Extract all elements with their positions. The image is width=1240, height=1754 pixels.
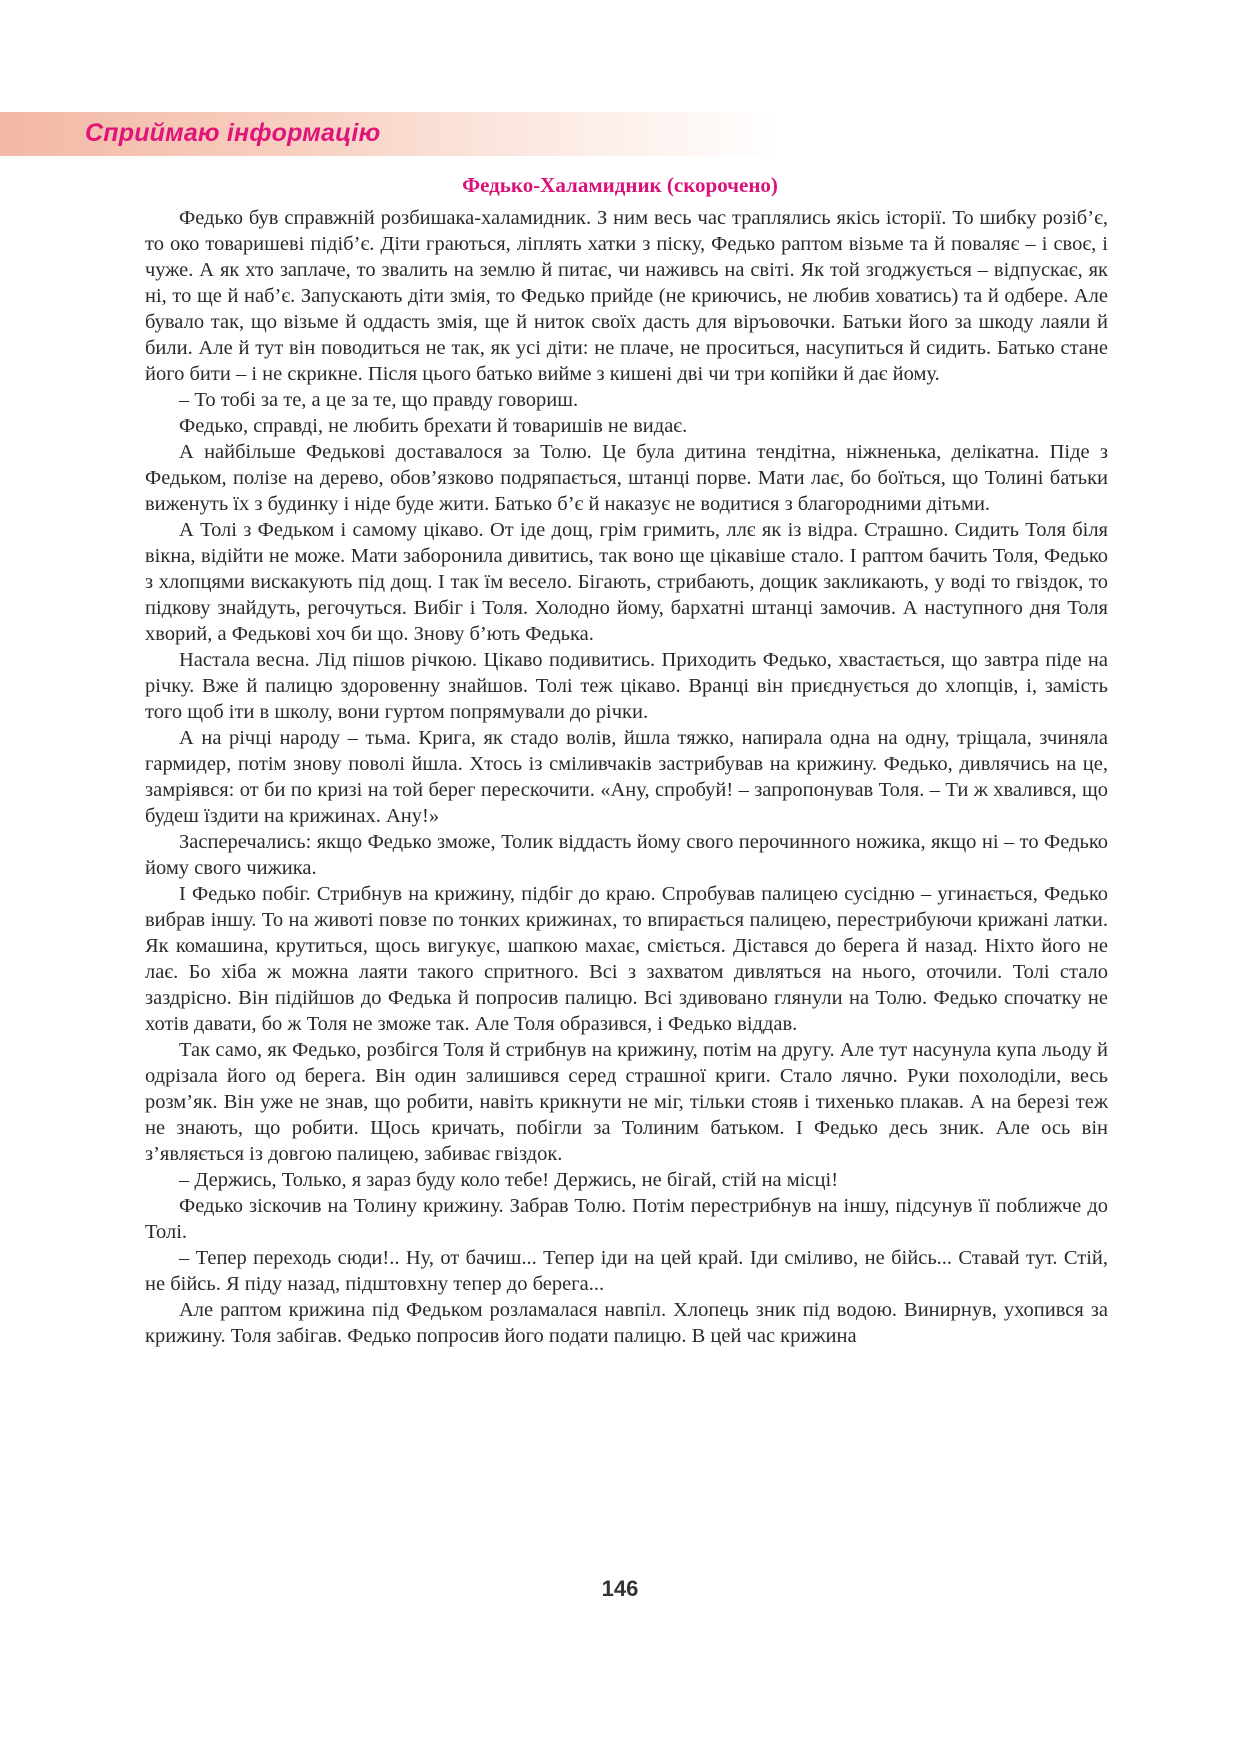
paragraph: І Федько побіг. Стрибнув на крижину, підбіг до краю. Спробував палицею сусідню – угинається, Федько вибрав іншу. То на животі повзе по тонких крижинах, то впирається палицею, перестрибуючи крижані латки. Як комашина, крутиться, щось вигукує, шапкою махає, сміється. Дістався до берега й назад. Ніхто його не лає. Бо хіба ж можна лаяти такого спритного. Всі з захватом дивляться на нього, оточили. Толі стало заздрісно. Він підійшов до Федька й попросив палицю. Всі здивовано глянули на Толю. Федько спочатку не хотів давати, бо ж Толя не зможе так. Але Толя образився, і Федько віддав. bbox=[145, 883, 1108, 1035]
paragraph: А Толі з Федьком і самому цікаво. От іде дощ, грім гримить, ллє як із відра. Страшно. Сидить Толя біля вікна, відійти не може. Мати заборонила дивитись, так воно ще цікавіше стало. І раптом бачить Толя, Федько з хлопцями вискакують під дощ. І так їм весело. Бігають, стрибають, дощик закликають, у воді то гвіздок, то підкову знайдуть, регочуться. Вибіг і Толя. Холодно йому, бархатні штанці замочив. А наступного дня Толя хворий, а Федькові хоч би що. Знову б’ють Федька. bbox=[145, 519, 1108, 645]
paragraph: Але раптом крижина під Федьком розламалася навпіл. Хлопець зник під водою. Винирнув, ухопився за крижину. Толя забігав. Федько попросив його подати палицю. В цей час крижина bbox=[145, 1299, 1108, 1347]
paragraph: – То тобі за те, а це за те, що правду говориш. bbox=[179, 389, 579, 411]
section-label: Сприймаю інформацію bbox=[85, 119, 381, 147]
paragraph: А на річці народу – тьма. Крига, як стадо волів, йшла тяжко, напирала одна на одну, тріщала, зчиняла гармидер, потім знову поволі йшла. Хтось із сміливчаків застрибував на крижину. Федько, дивлячись на це, замріявся: от би по кризі на той берег перескочити. «Ану, спробуй! – запропонував Толя. – Ти ж хвалився, що будеш їздити на крижинах. Ану!» bbox=[145, 727, 1108, 827]
paragraph: А найбільше Федькові доставалося за Толю. Це була дитина тендітна, ніжненька, делікатна. Піде з Федьком, полізе на дерево, обов’язково подряпається, штанці порве. Мати лає, бо боїться, що Толині батьки виженуть їх з будинку і ніде буде жити. Батько б’є й наказує не водитися з благородними дітьми. bbox=[145, 441, 1108, 515]
page-number: 146 bbox=[601, 1576, 639, 1601]
paragraph: Федько, справді, не любить брехати й товаришів не видає. bbox=[179, 415, 688, 437]
paragraph: – Держись, Только, я зараз буду коло тебе! Держись, не бігай, стій на місці! bbox=[179, 1169, 839, 1191]
story-text bbox=[145, 205, 1108, 1349]
paragraph: Федько зіскочив на Толину крижину. Забрав Толю. Потім перестрибнув на іншу, підсунув її поближче до Толі. bbox=[145, 1195, 1108, 1243]
paragraph: Так само, як Федько, розбігся Толя й стрибнув на крижину, потім на другу. Але тут насунула купа льоду й одрізала його од берега. Він один залишився серед страшної криги. Стало лячно. Руки похолоділи, весь розм’як. Він уже не знав, що робити, навіть крикнути не міг, тільки стояв і тихенько плакав. А на березі теж не знають, що робити. Щось кричать, побігли за Толиним батьком. І Федько десь зник. Але ось він з’являється із довгою палицею, забиває гвіздок. bbox=[145, 1039, 1108, 1165]
paragraph: Засперечались: якщо Федько зможе, Толик віддасть йому свого перочинного ножика, якщо ні – то Федько йому свого чижика. bbox=[145, 831, 1108, 879]
paragraph: Настала весна. Лід пішов річкою. Цікаво подивитись. Приходить Федько, хвастається, що завтра піде на річку. Вже й палицю здоровенну знайшов. Толі теж цікаво. Вранці він приєднується до хлопців, і, замість того щоб іти в школу, вони гуртом попрямували до річки. bbox=[145, 649, 1108, 723]
paragraph: – Тепер переходь сюди!.. Ну, от бачиш... Тепер іди на цей край. Іди сміливо, не бійсь... Ставай тут. Стій, не бійсь. Я піду назад, підштовхну тепер до берега... bbox=[145, 1247, 1108, 1295]
paragraph: Федько був справжній розбишака-халамидник. З ним весь час траплялись якісь історії. То шибку розіб’є, то око товаришеві підіб’є. Діти граються, ліплять хатки з піску, Федько раптом візьме та й поваляє – і своє, і чуже. А як хто заплаче, то звалить на землю й питає, чи наживсь на світі. Як той згоджується – відпускає, як ні, то ще й наб’є. Запускають діти змія, то Федько прийде (не криючись, не любив ховатись) та й одбере. Але бувало так, що візьме й оддасть змія, ще й ниток своїх дасть для віръовочки. Батьки його за шкоду лаяли й били. Але й тут він поводиться не так, як усі діти: не плаче, не проситься, насупиться й сидить. Батько стане його бити – і не скрикне. Після цього батько вийме з кишені дві чи три копійки й дає йому. bbox=[145, 207, 1108, 385]
story-title: Федько-Халамидник (скорочено) bbox=[462, 173, 778, 197]
